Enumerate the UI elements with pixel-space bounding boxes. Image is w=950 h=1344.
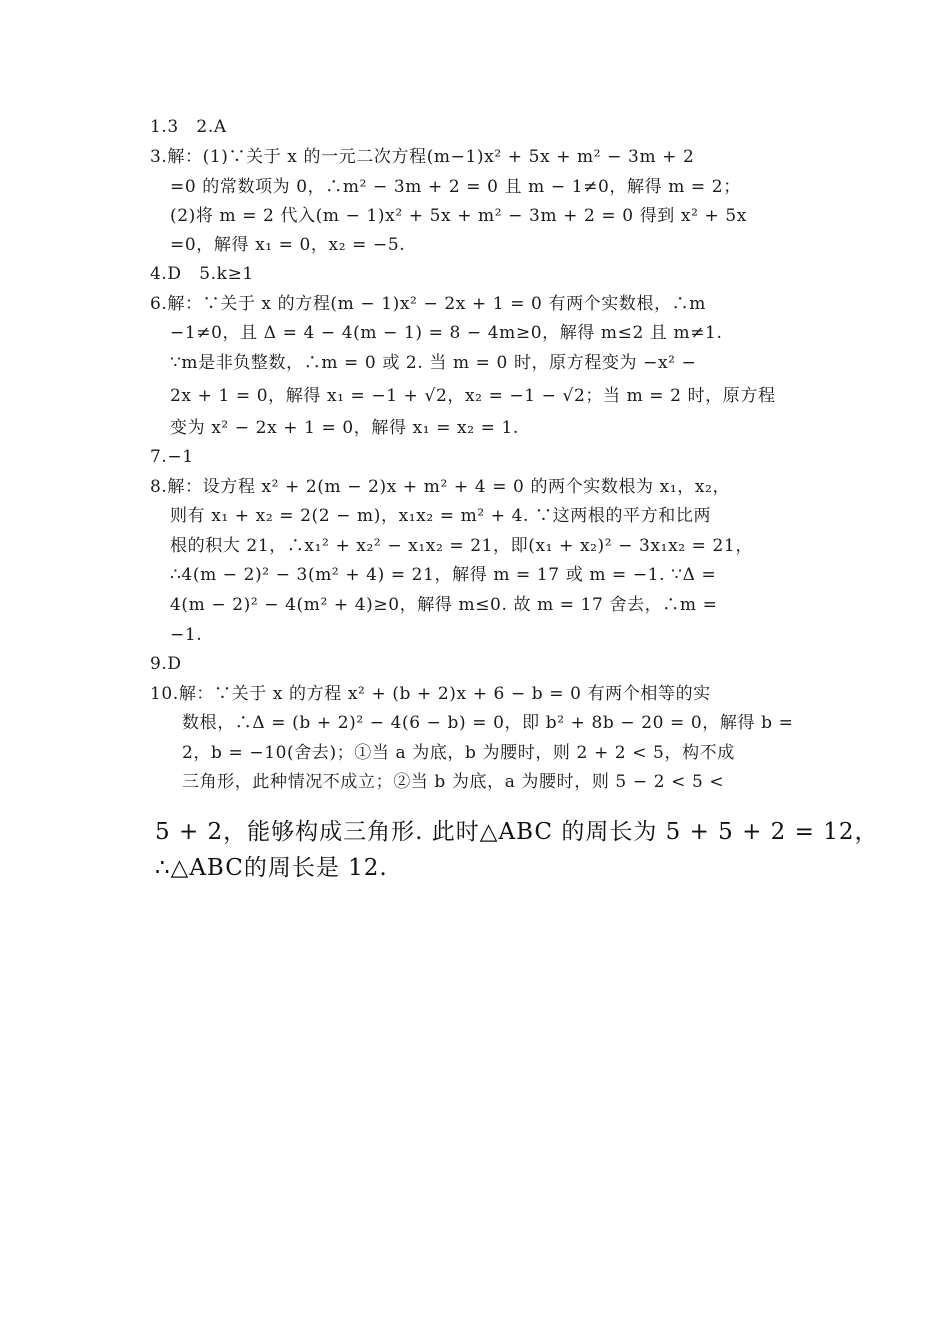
answer-line-10d: 三角形，此种情况不成立；②当 b 为底，a 为腰时，则 5 − 2 < 5 < [182,772,725,792]
answer-line-8e: 4(m − 2)² − 4(m² + 4)≥0，解得 m≤0. 故 m = 17 舍去，∴m = [170,595,718,615]
answer-line-8b: 则有 x₁ + x₂ = 2(2 − m)，x₁x₂ = m² + 4. ∵这两根的平方和比两 [170,506,712,526]
answer-line-6a: 6.解：∵关于 x 的方程(m − 1)x² − 2x + 1 = 0 有两个实数根，∴m [150,294,706,314]
answer-line-8f: −1. [170,625,203,645]
answer-line-4-5: 4.D 5.k≥1 [150,264,254,284]
answer-line-9: 9.D [150,654,182,674]
answer-line-1-2: 1.3 2.A [150,117,227,137]
answer-line-8d: ∴4(m − 2)² − 3(m² + 4) = 21，解得 m = 17 或 m = −1. ∵Δ = [170,565,717,585]
answer-line-6d: 2x + 1 = 0，解得 x₁ = −1 + √2，x₂ = −1 − √2；当 m = 2 时，原方程 [170,386,776,406]
continuation-line-2: ∴△ABC的周长是 12. [155,855,388,881]
answer-line-10b: 数根，∴Δ = (b + 2)² − 4(6 − b) = 0，即 b² + 8b − 20 = 0，解得 b = [182,713,794,733]
answer-line-3b: =0 的常数项为 0，∴m² − 3m + 2 = 0 且 m − 1≠0，解得 m = 2； [170,177,741,197]
answer-line-6c: ∵m是非负整数，∴m = 0 或 2. 当 m = 0 时，原方程变为 −x² − [170,353,697,373]
answer-line-3d: =0，解得 x₁ = 0，x₂ = −5. [170,235,406,255]
answer-line-10c: 2，b = −10(舍去)；①当 a 为底，b 为腰时，则 2 + 2 < 5，构不成 [182,743,735,763]
answer-line-3c: (2)将 m = 2 代入(m − 1)x² + 5x + m² − 3m + 2 = 0 得到 x² + 5x [170,206,747,226]
answer-line-6e: 变为 x² − 2x + 1 = 0，解得 x₁ = x₂ = 1. [170,418,519,438]
answer-line-6b: −1≠0，且 Δ = 4 − 4(m − 1) = 8 − 4m≥0，解得 m≤2 且 m≠1. [170,323,723,343]
answer-line-7: 7.−1 [150,447,194,467]
answer-line-8a: 8.解：设方程 x² + 2(m − 2)x + m² + 4 = 0 的两个实数根为 x₁，x₂， [150,477,731,497]
answer-line-10a: 10.解：∵关于 x 的方程 x² + (b + 2)x + 6 − b = 0 有两个相等的实 [150,684,711,704]
continuation-line-1: 5 + 2，能够构成三角形. 此时△ABC 的周长为 5 + 5 + 2 = 12， [155,819,879,845]
answer-line-8c: 根的积大 21，∴x₁² + x₂² − x₁x₂ = 21，即(x₁ + x₂)² − 3x₁x₂ = 21， [170,536,753,556]
answer-line-3a: 3.解：(1)∵关于 x 的一元二次方程(m−1)x² + 5x + m² − 3m + 2 [150,147,695,167]
